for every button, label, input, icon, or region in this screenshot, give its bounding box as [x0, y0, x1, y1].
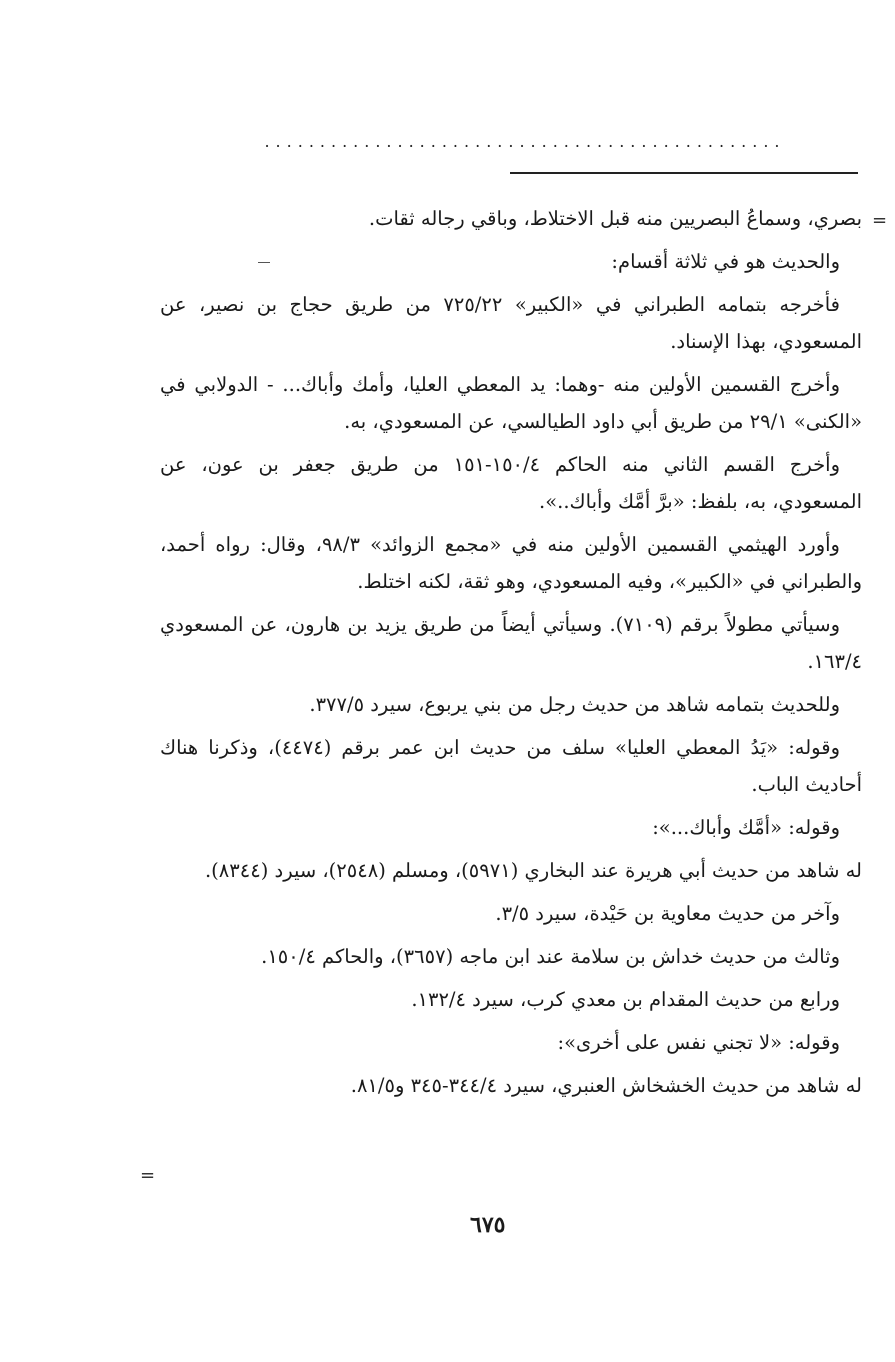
- paragraph: وللحديث بتمامه شاهد من حديث رجل من بني يربوع، سيرد ٣٧٧/٥.: [309, 693, 840, 716]
- paragraph: وأخرج القسمين الأولين منه -وهما: يد المعطي العليا، وأمك وأباك... - الدولابي في «الكنى» ٢٩/١ من طريق أبي داود الطيالسي، عن المسعودي، به.: [160, 373, 862, 433]
- paragraph: وآخر من حديث معاوية بن حَيْدة، سيرد ٣/٥.: [495, 902, 840, 925]
- paragraph: وقوله: «لا تجني نفس على أخرى»:: [557, 1031, 840, 1054]
- paragraph: فأخرجه بتمامه الطبراني في «الكبير» ٧٢٥/٢٢ من طريق حجاج بن نصير، عن المسعودي، بهذا الإسناد.: [160, 293, 862, 353]
- paragraph: والحديث هو في ثلاثة أقسام:: [611, 250, 840, 273]
- continuation-marker-bottom: =: [140, 1165, 156, 1186]
- header-dotted-separator: ...............................................: [264, 132, 786, 151]
- paragraph: له شاهد من حديث الخشخاش العنبري، سيرد ٣٤٤/٤-٣٤٥ و٨١/٥.: [350, 1074, 862, 1097]
- continuation-marker-top: =: [872, 210, 888, 231]
- paragraph: وأورد الهيثمي القسمين الأولين منه في «مجمع الزوائد» ٩٨/٣، وقال: رواه أحمد، والطبراني في «الكبير»، وفيه المسعودي، وهو ثقة، لكنه اختلط.: [160, 533, 862, 593]
- paragraph: له شاهد من حديث أبي هريرة عند البخاري (٥٩٧١)، ومسلم (٢٥٤٨)، سيرد (٨٣٤٤).: [204, 859, 862, 882]
- footnote-text: [160, 200, 862, 1110]
- paragraph: وقوله: «أمَّك وأباك...»:: [652, 816, 840, 839]
- paragraph: وقوله: «يَدُ المعطي العليا» سلف من حديث ابن عمر برقم (٤٤٧٤)، وذكرنا هناك أحاديث الباب.: [160, 736, 862, 796]
- paragraph: وسيأتي مطولاً برقم (٧١٠٩). وسيأتي أيضاً من طريق يزيد بن هارون، عن المسعودي ١٦٣/٤.: [160, 613, 862, 673]
- page-number: ٦٧٥: [470, 1212, 506, 1238]
- paragraph: بصري، وسماعُ البصريين منه قبل الاختلاط، وباقي رجاله ثقات.: [368, 207, 862, 230]
- paragraph: وثالث من حديث خداش بن سلامة عند ابن ماجه (٣٦٥٧)، والحاكم ١٥٠/٤.: [261, 945, 840, 968]
- footnote-rule: [510, 172, 858, 174]
- paragraph: ورابع من حديث المقدام بن معدي كرب، سيرد ١٣٢/٤.: [411, 988, 840, 1011]
- paragraph: وأخرج القسم الثاني منه الحاكم ١٥٠/٤-١٥١ من طريق جعفر بن عون، عن المسعودي، به، بلفظ: «برَّ أمَّك وأباك..».: [160, 453, 862, 513]
